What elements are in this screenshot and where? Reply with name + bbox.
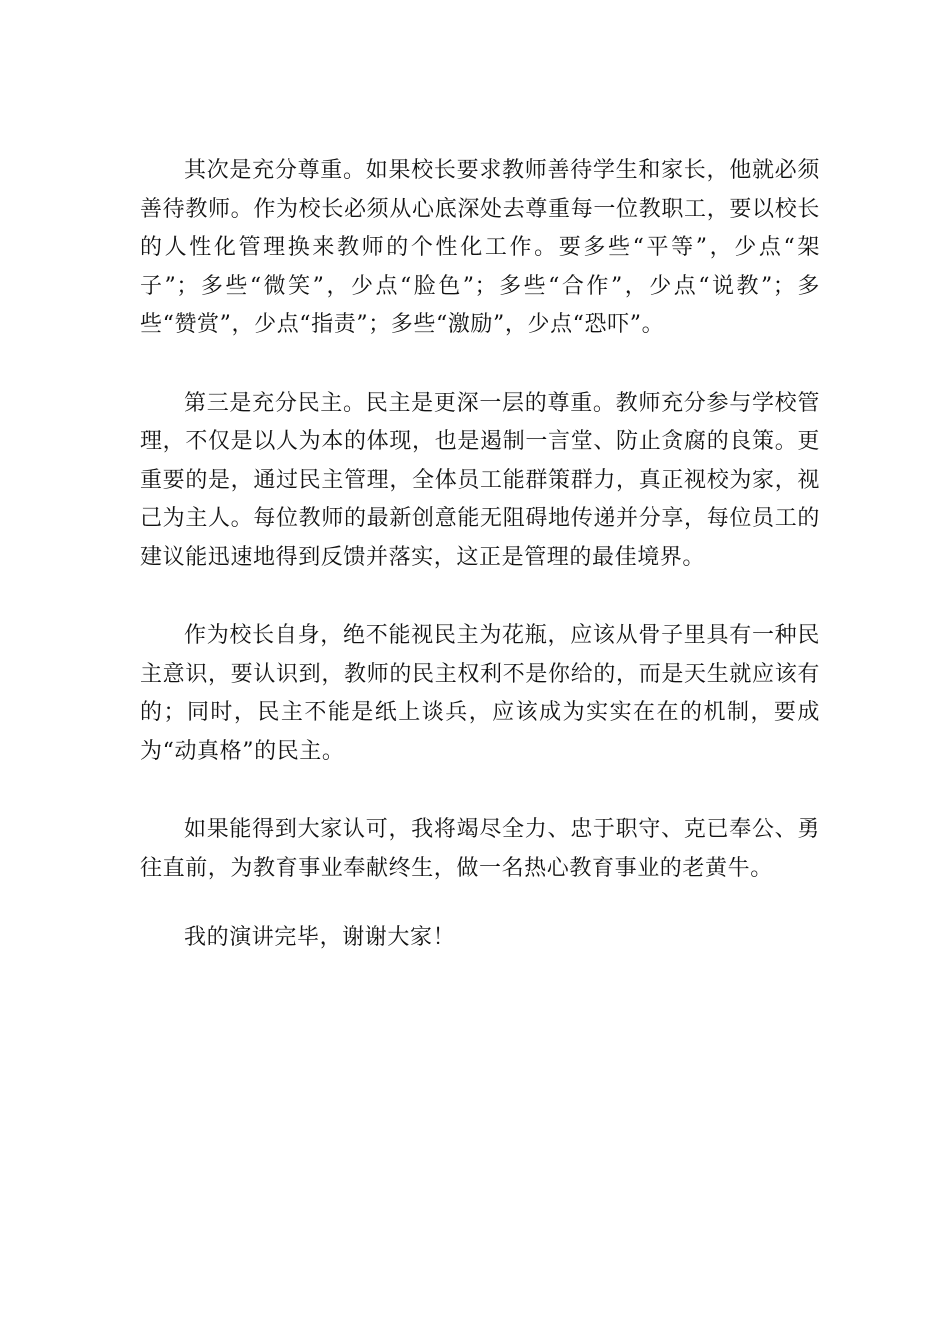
paragraph-closing: 我的演讲完毕，谢谢大家！	[184, 925, 456, 950]
paragraph-principal-self: 作为校长自身，绝不能视民主为花瓶，应该从骨子里具有一种民主意识，要认识到，教师的民主权利不是你给的，而是天生就应该有的；同时，民主不能是纸上谈兵，应该成为实实在在的机制，要成为“动真格”的民主。	[140, 623, 820, 764]
paragraph-commitment: 如果能得到大家认可，我将竭尽全力、忠于职守、克已奉公、勇往直前，为教育事业奉献终生，做一名热心教育事业的老黄牛。	[140, 817, 820, 881]
paragraph-democracy: 第三是充分民主。民主是更深一层的尊重。教师充分参与学校管理，不仅是以人为本的体现，也是遏制一言堂、防止贪腐的良策。更重要的是，通过民主管理，全体员工能群策群力，真正视校为家，视己为主人。每位教师的最新创意能无阻碍地传递并分享，每位员工的建议能迅速地得到反馈并落实，这正是管理的最佳境界。	[140, 390, 820, 570]
paragraph-respect: 其次是充分尊重。如果校长要求教师善待学生和家长，他就必须善待教师。作为校长必须从心底深处去尊重每一位教职工，要以校长的人性化管理换来教师的个性化工作。要多些“平等”，少点“架子”；多些“微笑”，少点“脸色”；多些“合作”，少点“说教”；多些“赞赏”，少点“指责”；多些“激励”，少点“恐吓”。	[140, 158, 820, 337]
document-body	[140, 152, 820, 998]
